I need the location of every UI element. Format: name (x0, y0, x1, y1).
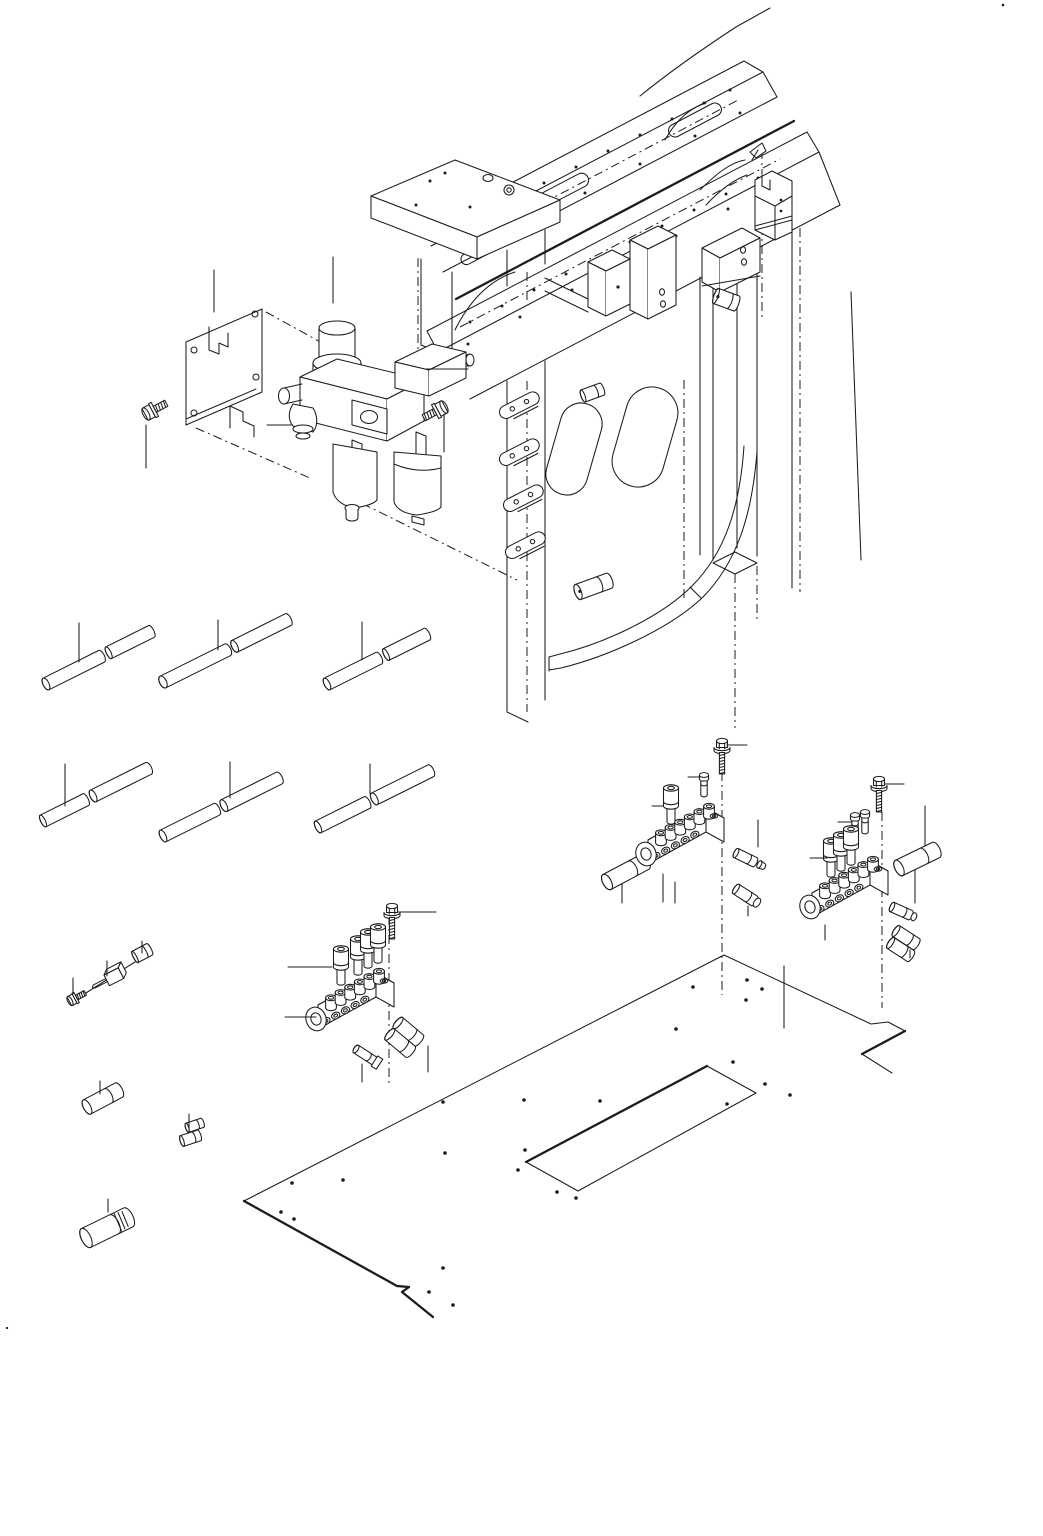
flange-bolt (714, 738, 730, 774)
socket-bolt (664, 785, 679, 824)
socket-bolt (844, 826, 859, 865)
socket-bolt (334, 946, 349, 985)
flange-bolt (871, 776, 887, 812)
rail-slot (666, 101, 723, 140)
mounting-screw-left (140, 396, 170, 422)
air-tube (40, 625, 156, 692)
frame-top-line (640, 8, 770, 96)
frl-unit (279, 321, 475, 525)
socket-bolt (371, 924, 386, 963)
frame-pad (497, 390, 543, 424)
frame-opening (606, 381, 684, 493)
air-tubes (38, 612, 436, 843)
tee-fitting (88, 962, 128, 993)
frame-boss (572, 572, 615, 601)
elbow-fitting (175, 1118, 209, 1147)
frame-boss (579, 382, 606, 402)
frame-hose (549, 446, 757, 671)
manifold-assembly-center (303, 903, 426, 1085)
panel-holes (279, 978, 792, 1307)
air-tube (313, 764, 437, 834)
panel-cutout-edge (526, 1066, 707, 1162)
manifold-assembly-mid (599, 738, 767, 995)
straight-fitting (888, 902, 918, 923)
frame-columns (507, 150, 861, 728)
manifold-assembly-right (797, 776, 944, 1008)
manifold-block (303, 968, 394, 1033)
frame-pad (503, 530, 549, 564)
frame-bracket-box (702, 228, 760, 292)
inline-fitting-assembly (65, 943, 154, 1007)
air-tube (38, 761, 154, 828)
straight-fitting (731, 883, 762, 909)
stray-mark-top-right (1002, 4, 1005, 7)
air-tube (322, 627, 433, 691)
frame-bracket-box (630, 226, 676, 319)
small-screw (65, 988, 88, 1007)
frame-stepped-block (755, 171, 792, 240)
push-in-fitting (80, 1081, 126, 1115)
panel-cutout (526, 1066, 756, 1191)
bracket-notch-bottom (230, 406, 254, 437)
air-tube (157, 612, 294, 689)
pin-bolt (699, 773, 708, 797)
union-fitting (77, 1206, 137, 1250)
frame-pad (501, 483, 547, 517)
air-tube (158, 771, 285, 843)
push-fitting-pair (883, 924, 923, 962)
supply-tube (892, 841, 944, 878)
frame-bracket-box (588, 250, 630, 316)
manifold-block (633, 803, 724, 868)
mounting-screw-right (420, 399, 450, 425)
straight-fitting (732, 848, 768, 872)
bracket-plate (186, 309, 262, 437)
frame-pad (497, 437, 543, 471)
frame-opening (541, 398, 607, 500)
straight-fitting (351, 1043, 383, 1070)
flange-bolt (384, 903, 400, 939)
stray-mark-bottom-left (6, 1327, 8, 1329)
pin-bolt (860, 810, 869, 834)
